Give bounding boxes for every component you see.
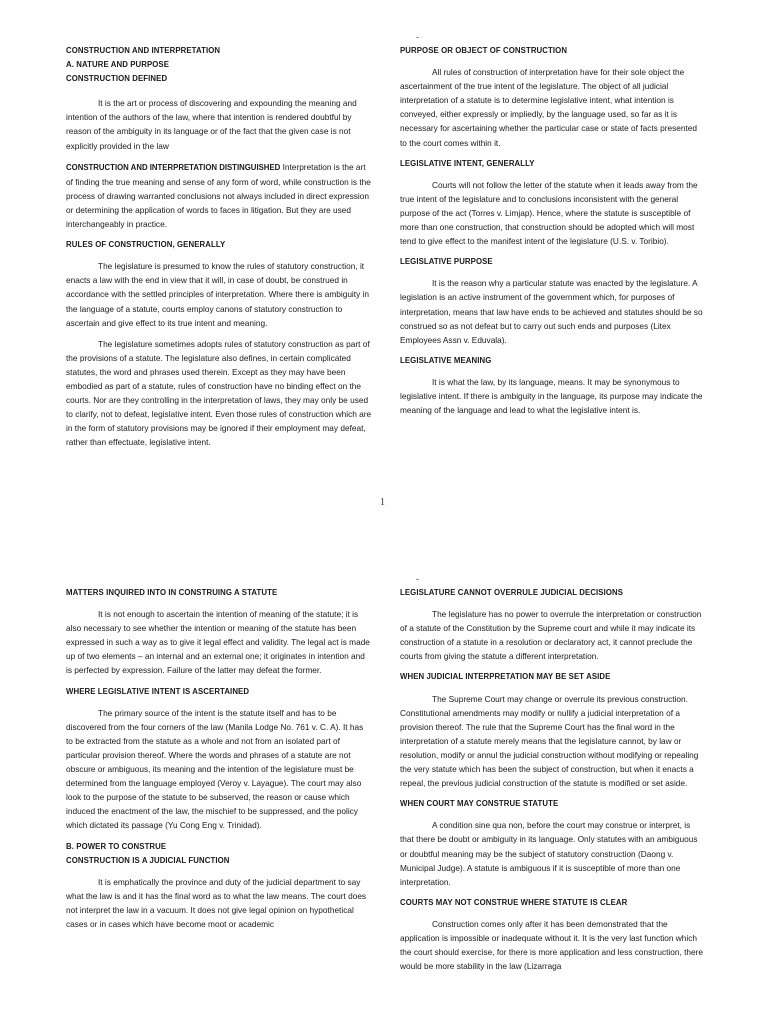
header-dash-mark-2: - [416,574,419,584]
page-number: 1 [380,497,385,508]
heading-construction-defined: CONSTRUCTION DEFINED [66,74,168,84]
paragraph-legislative-purpose: It is the reason why a particular statute was enacted by the legislature. A legislation is an active instrument of the government which, for purposes of interpretation, means that law have ends to be achieved and statutes should be so construed so as not defeat but to carry out such ends and purposes (Litex Employees Assn v. Eduvala). [400,278,703,345]
heading-matters-inquired: MATTERS INQUIRED INTO IN CONSTRUING A STATUTE [66,588,278,597]
heading-set-aside: WHEN JUDICIAL INTERPRETATION MAY BE SET ASIDE [400,672,611,682]
heading-judicial-function: CONSTRUCTION IS A JUDICIAL FUNCTION [66,855,230,865]
paragraph-purpose-object: All rules of construction of interpretation have for their sole object the ascertainment of the true intent of the legislature. The object of all judicial interpretation of a statute is to determine legislative intent, what intention is conveyed, either expressly or impliedly, by the language used, so far as it is necessary for ascertaining whether the particular case or state of facts presented to the court comes within it. [400,67,697,148]
paragraph-legislative-meaning: It is what the law, by its language, means. It may be synonymous to legislative intent. If there is ambiguity in the language, its purpose may indicate the meaning of the language and lead to what the legislative intent is. [400,376,703,416]
heading-rules-of-construction: RULES OF CONSTRUCTION, GENERALLY [66,240,226,250]
paragraph-judicial-function: It is emphatically the province and duty of the judicial department to say what the law is and it has the final word as to what the law means. The court does not interpret the law in a vacuum. It does not give legal opinion on hypothetical cases or in cases which have become moot or academic [66,876,367,929]
heading-legislative-meaning: LEGISLATIVE MEANING [400,355,492,365]
heading-distinguished: CONSTRUCTION AND INTERPRETATION DISTINGUISHED [66,162,281,172]
text-distinguished: Interpretation is the art of finding the true meaning and sense of any form of word, while construction is the process of drawing warranted conclusions not always included in direct expression or determining the application of words to faces in litigation. But they are used interchangeably in practice. [66,161,371,230]
heading-legislative-intent: LEGISLATIVE INTENT, GENERALLY [400,158,535,168]
paragraph-statute-is-clear: Construction comes only after it has been demonstrated that the application is impossible or inadequate without it. It is the very last function which the court should exercise, for there is more application and less construction, there would be more stability in the law (Lizarraga [400,918,703,972]
heading-nature-purpose: A. NATURE AND PURPOSE [66,60,170,70]
paragraph-construction-defined: It is the art or process of discovering and expounding the meaning and intention of the authors of the law, where that intention is rendered doubtful by reason of the ambiguity in its language or of the fact that the given case is not explicitly provided in the law [66,98,357,151]
page2-left-column [66,586,372,938]
document-page-2 [0,540,768,1024]
paragraph-where-intent-ascertained: The primary source of the intent is the statute itself and has to be discovered from the four corners of the law (Manila Lodge No. 761 v. C. A). It has to be extracted from the statute as a whole and not from an isolated part of particular provision thereof. Where the words and phrases of a statute are not obscure or ambiguous, its meaning and the intention of the legislature must be determined from the language employed (Veroy v. Layague). The court may also look to the purpose of the statute to be subserved, the reason or cause which induced the enactment of the law, the mischief to be suppressed, and the policy which dictated its passage (Yu Cong Eng v. Trinidad). [66,707,364,831]
heading-where-intent-ascertained: WHERE LEGISLATIVE INTENT IS ASCERTAINED [66,686,250,696]
heading-statute-is-clear: COURTS MAY NOT CONSTRUE WHERE STATUTE IS CLEAR [400,897,628,907]
heading-power-to-construe: B. POWER TO CONSTRUE [66,841,167,851]
paragraph-set-aside: The Supreme Court may change or overrule its previous construction. Constitutional amendments may modify or nullify a judicial interpretation of a provision thereof. The rule that the Supreme Court has the final word in the interpretation of a statute merely means that the legislature cannot, by law or resolution, modify or annul the judicial construction without modifying or repealing the very statute which has been the subject of construction, but when it enacts a repeal, the previous judicial construction of the statute is modified or set aside. [400,693,699,789]
heading-cannot-overrule: LEGISLATURE CANNOT OVERRULE JUDICIAL DECISIONS [400,588,624,597]
paragraph-rules-2: The legislature sometimes adopts rules of statutory construction as part of the provisions of a statute. The legislature also defines, in certain complicated statutes, the word and phrases used therein. Except as they may have been embodied as part of a statute, rules of construction have no binding effect on the courts. Nor are they controlling in the interpretation of laws, they may only be used to clarify, not to defeat, legislative intent. Even those rules of construction which are in the form of statutory provisions may be ignored if their employment may defeat, rather than effectuate, legislative intent. [66,338,372,448]
header-dash-mark: - [416,32,419,42]
paragraph-matters-inquired: It is not enough to ascertain the intention of meaning of the statute; it is also necessary to see whether the intention or meaning of the statute has been expressed in such a way as to give it legal effect and validity. The legal act is made up of two elements – an internal and an external one; it originates in intention and is perfected by expression. Failure of the latter may defeat the former. [66,609,370,676]
page2-right-column [400,586,706,980]
heading-purpose-object: PURPOSE OR OBJECT OF CONSTRUCTION [400,46,568,55]
heading-construction-interpretation: CONSTRUCTION AND INTERPRETATION [66,46,221,55]
paragraph-rules-1: The legislature is presumed to know the rules of statutory construction, it enacts a law with the end in view that it will, in case of doubt, be construed in accordance with the settled principles of interpretation. Where there is ambiguity in the language of a statute, courts employ canons of statutory construction to ascertain and give effect to its true intent and meaning. [66,261,369,328]
paragraph-when-court-construe: A condition sine qua non, before the court may construe or interpret, is that there be doubt or ambiguity in its language. Only statutes with an ambiguous or doubtful meaning may be the subject of statutory construction (Daong v. Municipal Judge). A statute is ambiguous if it is susceptible of more than one interpretation. [400,820,698,887]
heading-when-court-construe: WHEN COURT MAY CONSTRUE STATUTE [400,799,559,809]
page1-right-column [400,44,706,424]
heading-legislative-purpose: LEGISLATIVE PURPOSE [400,257,493,267]
paragraph-cannot-overrule: The legislature has no power to overrule the interpretation or construction of a statute of the Constitution by the Supreme court and while it may indicate its construction of a statute in a resolution or declaratory act, it cannot preclude the courts from giving the statute a different interpretation. [400,609,702,662]
paragraph-distinguished [66,160,372,231]
page1-left-column [66,44,372,456]
paragraph-legislative-intent: Courts will not follow the letter of the statute when it leads away from the true intent of the legislature and to conclusions inconsistent with the general purpose of the act (Torres v. Limjap). Hence, where the statute is susceptible of more than one construction, that construction should be adopted which will most tend to give effect to the manifest intent of the legislature (U.S. v. Toribio). [400,179,698,247]
